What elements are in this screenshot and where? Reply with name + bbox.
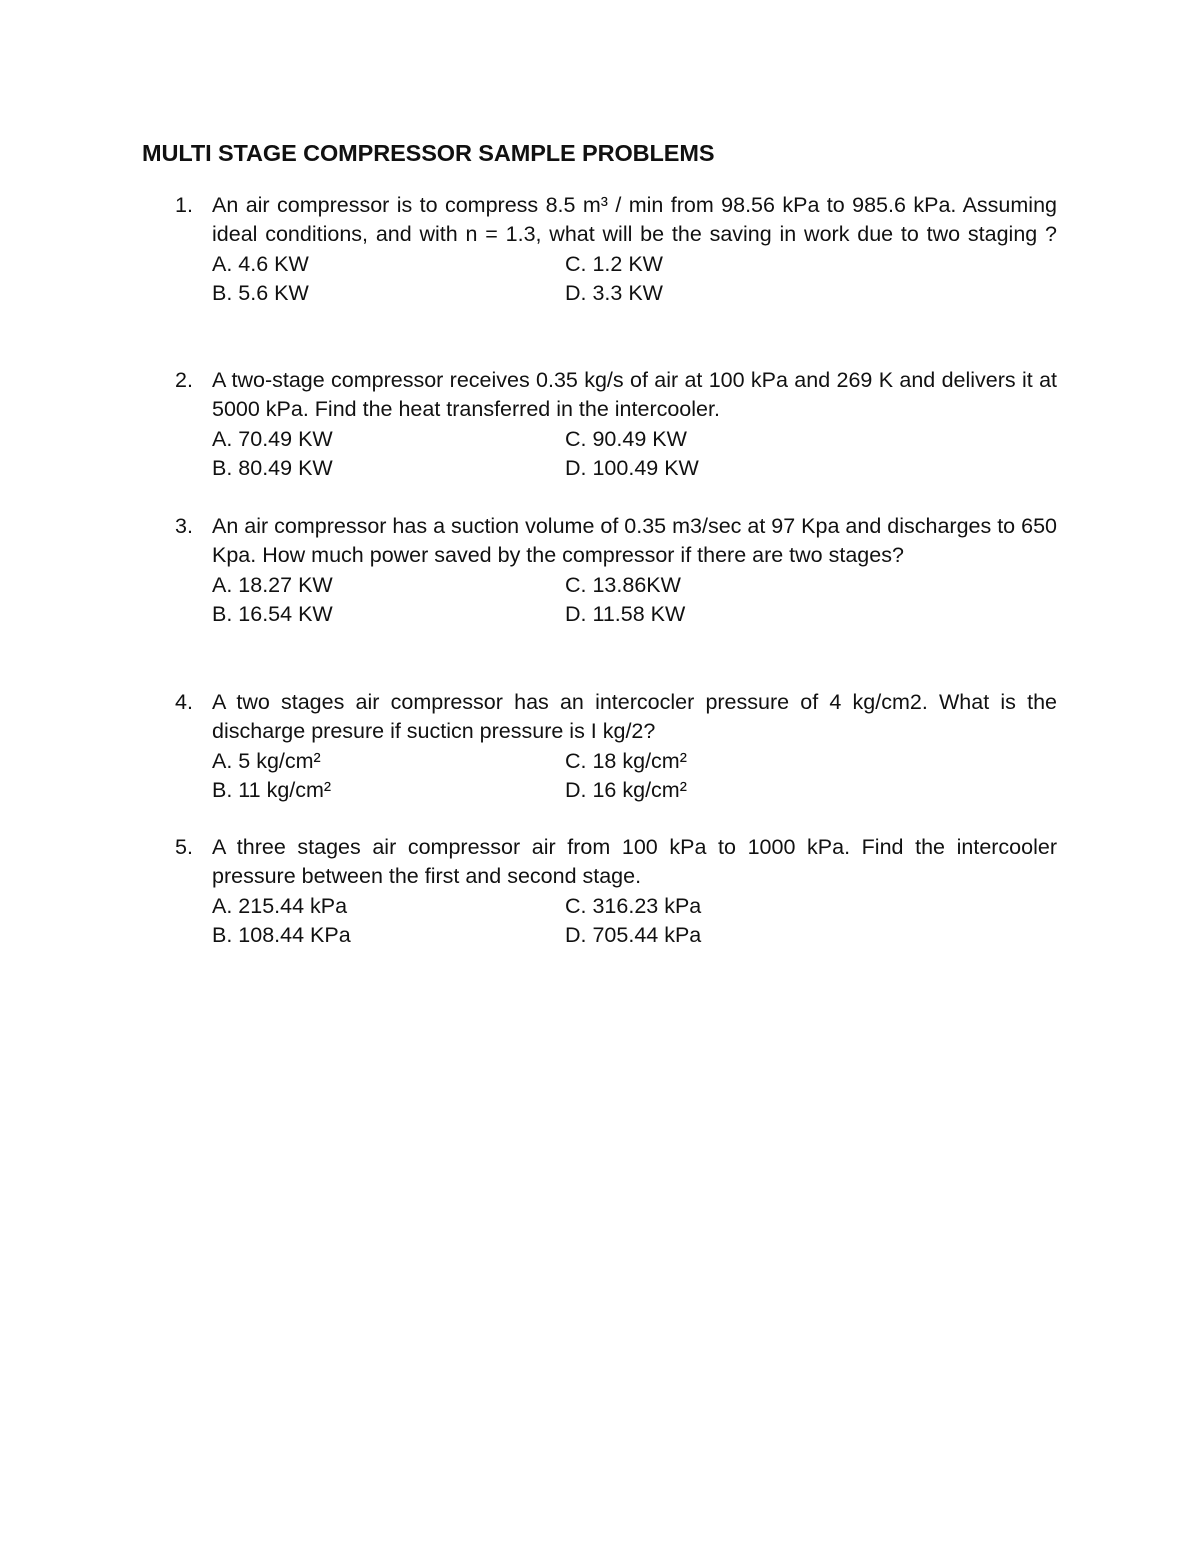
problem-4 [175, 688, 1057, 805]
choice-c: C. 1.2 KW [565, 251, 663, 276]
choice-d: D. 11.58 KW [565, 601, 686, 626]
choice-a: A. 4.6 KW [212, 251, 309, 276]
problem-question: An air compressor is to compress 8.5 m³ / min from 98.56 kPa to 985.6 kPa. Assuming ideal conditions, and with n = 1.3, what will be the saving in work due to two staging ? [212, 193, 1057, 247]
choice-a: A. 5 kg/cm² [212, 748, 321, 773]
choice-d: D. 3.3 KW [565, 280, 663, 305]
choice-c: C. 316.23 kPa [565, 893, 702, 918]
choice-d: D. 16 kg/cm² [565, 777, 687, 802]
choice-a: A. 18.27 KW [212, 572, 333, 597]
answer-choices [212, 892, 1057, 951]
problem-question: A three stages air compressor air from 100 kPa to 1000 kPa. Find the intercooler pressure between the first and second stage. [212, 835, 1057, 889]
answer-choices [212, 747, 1057, 806]
choice-c: C. 18 kg/cm² [565, 748, 687, 773]
choice-b: B. 5.6 KW [212, 280, 309, 305]
problem-number: 2. [175, 368, 193, 392]
answer-choices [212, 571, 1057, 630]
choice-a: A. 70.49 KW [212, 426, 333, 451]
problem-1 [175, 191, 1057, 308]
problem-5 [175, 833, 1057, 950]
choice-a: A. 215.44 kPa [212, 893, 348, 918]
problem-number: 3. [175, 514, 193, 538]
problem-2 [175, 366, 1057, 483]
problem-number: 4. [175, 690, 193, 714]
choice-b: B. 80.49 KW [212, 455, 333, 480]
problem-number: 1. [175, 193, 193, 217]
choice-b: B. 16.54 KW [212, 601, 333, 626]
problem-question: An air compressor has a suction volume of 0.35 m3/sec at 97 Kpa and discharges to 650 Kpa. How much power saved by the compressor if there are two stages? [212, 514, 1057, 568]
problem-number: 5. [175, 835, 193, 859]
answer-choices [212, 250, 1057, 309]
choice-c: C. 13.86KW [565, 572, 681, 597]
choice-c: C. 90.49 KW [565, 426, 687, 451]
choice-d: D. 705.44 kPa [565, 922, 702, 947]
problem-3 [175, 512, 1057, 629]
problem-question: A two-stage compressor receives 0.35 kg/s of air at 100 kPa and 269 K and delivers it at 5000 kPa. Find the heat transferred in the intercooler. [212, 368, 1057, 422]
answer-choices [212, 425, 1057, 484]
document-title: MULTI STAGE COMPRESSOR SAMPLE PROBLEMS [142, 140, 715, 166]
problem-question: A two stages air compressor has an intercocler pressure of 4 kg/cm2. What is the discharge presure if sucticn pressure is I kg/2? [212, 690, 1057, 744]
choice-b: B. 11 kg/cm² [212, 777, 332, 802]
choice-d: D. 100.49 KW [565, 455, 699, 480]
choice-b: B. 108.44 KPa [212, 922, 351, 947]
